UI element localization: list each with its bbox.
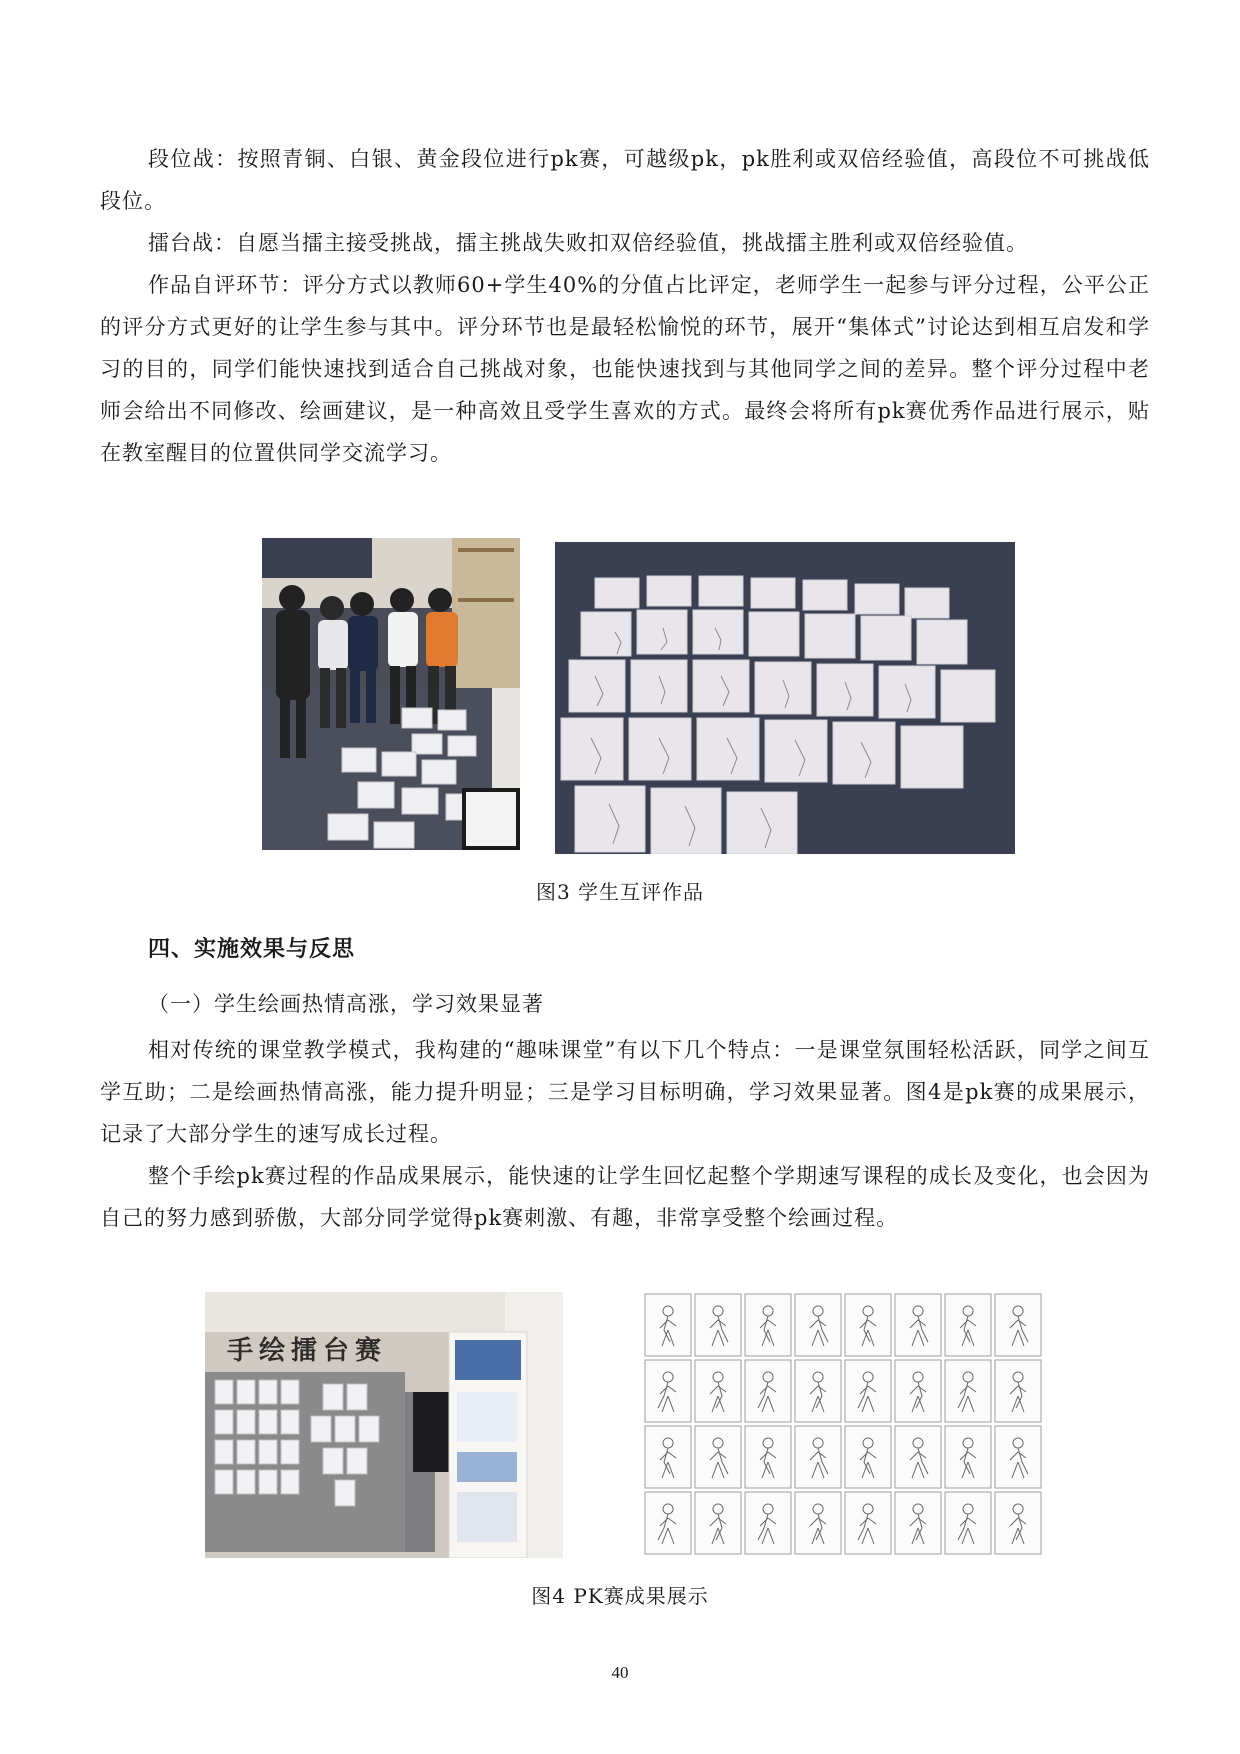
figure4-caption: 图4 PK赛成果展示 [531, 1584, 709, 1608]
exhibition-wall-photo [205, 1292, 563, 1558]
board-title: 手绘擂台赛 [227, 1336, 388, 1366]
section-heading: 四、实施效果与反思 [148, 937, 356, 962]
paragraph-results-display: 整个手绘pk赛过程的作品成果展示，能快速的让学生回忆起整个学期速写课程的成长及变化，也会因为自己的努力感到骄傲，大部分同学觉得pk赛刺激、有趣，非常享受整个绘画过程。 [100, 1164, 1150, 1230]
paragraph-rank-battle: 段位战：按照青铜、白银、黄金段位进行pk赛，可越级pk，pk胜利或双倍经验值，高段位不可挑战低段位。 [100, 147, 1150, 213]
paragraph-arena-battle: 擂台战：自愿当擂主接受挑战，擂主挑战失败扣双倍经验值，挑战擂主胜利或双倍经验值。 [148, 231, 1028, 255]
sketch-grid-scan [643, 1292, 1043, 1556]
paragraph-fun-classroom: 相对传统的课堂教学模式，我构建的“趣味课堂”有以下几个特点：一是课堂氛围轻松活跃，同学之间互学互助；二是绘画热情高涨，能力提升明显；三是学习目标明确，学习效果显著。图4是pk赛的成果展示，记录了大部分学生的速写成长过程。 [100, 1038, 1150, 1146]
drawings-on-carpet-photo [555, 542, 1015, 854]
students-reviewing-drawings-photo [262, 538, 520, 850]
section-subheading: （一）学生绘画热情高涨，学习效果显著 [148, 992, 544, 1016]
page-number: 40 [611, 1663, 629, 1682]
paragraph-self-evaluation: 作品自评环节：评分方式以教师60+学生40%的分值占比评定，老师学生一起参与评分过程，公平公正的评分方式更好的让学生参与其中。评分环节也是最轻松愉悦的环节，展开“集体式”讨论达到相互启发和学习的目的，同学们能快速找到适合自己挑战对象，也能快速找到与其他同学之间的差异。整个评分过程中老师会给出不同修改、绘画建议，是一种高效且受学生喜欢的方式。最终会将所有pk赛优秀作品进行展示，贴在教室醒目的位置供同学交流学习。 [100, 273, 1150, 465]
figure3-caption: 图3 学生互评作品 [535, 880, 705, 904]
